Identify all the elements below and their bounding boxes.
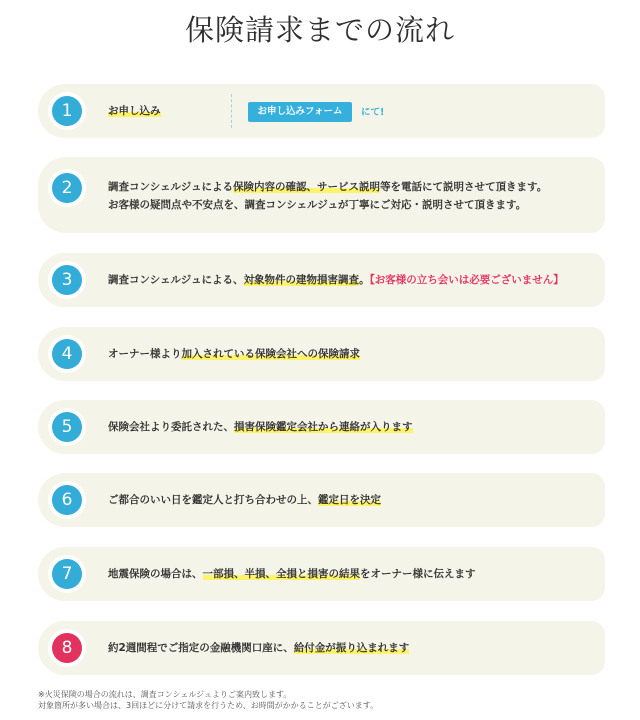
page-title: 保険請求までの流れ	[184, 13, 455, 47]
footnote	[38, 689, 378, 711]
step-6-highlight: 鑑定日を決定	[318, 494, 381, 506]
step-8-text	[108, 639, 591, 657]
step-5-card	[38, 400, 605, 454]
step-3-text	[108, 271, 591, 289]
step-7-text-post: をオーナー様に伝えます	[360, 568, 476, 580]
step-2-text	[108, 178, 591, 214]
step-4-number: 4	[52, 339, 82, 369]
step-4-text-pre: オーナー様より	[108, 348, 182, 360]
step-3-card	[38, 253, 605, 307]
step-6-number: 6	[52, 485, 82, 515]
step-5-text-pre: 保険会社より委託された、	[108, 421, 234, 433]
step-1-card	[38, 84, 605, 138]
step-2-number: 2	[52, 173, 82, 203]
footnote-line-2: 対象箇所が多い場合は、3回ほどに分けて請求を行うため、お時間がかかることがございます。	[38, 701, 379, 710]
step-6-text	[108, 491, 591, 509]
step-2-text-pre: 調査コンシェルジュによる	[108, 181, 234, 193]
application-form-button[interactable]: お申し込みフォーム	[248, 102, 352, 122]
step-2-text-post: 等を電話にて説明させて頂きます。	[380, 181, 548, 193]
step-4-text	[108, 345, 591, 363]
step-5-highlight: 損害保険鑑定会社から連絡が入ります	[234, 421, 413, 433]
step-3-highlight: 対象物件の建物損害調査	[243, 274, 360, 286]
step-1-suffix: にて!	[361, 107, 385, 118]
step-8-highlight: 給付金が振り込まれます	[293, 642, 410, 654]
step-8-number: 8	[52, 633, 82, 663]
step-8-card	[38, 621, 605, 675]
step-3-text-post: 。	[359, 274, 370, 286]
step-3-text-pre: 調査コンシェルジュによる、	[108, 274, 244, 286]
step-2-line-1	[108, 178, 591, 196]
step-6-card	[38, 473, 605, 527]
step-1-label: お申し込み	[108, 105, 161, 117]
step-7-highlight: 一部損、半損、全損と損害の結果	[202, 568, 360, 580]
step-7-text	[108, 565, 591, 583]
step-2-line-2: お客様の疑問点や不安点を、調査コンシェルジュが丁寧にご対応・説明させて頂きます。	[108, 199, 527, 211]
step-6-text-pre: ご都合のいい日を鑑定人と打ち合わせの上、	[108, 494, 318, 506]
step-2-card	[38, 157, 605, 233]
step-4-highlight: 加入されている保険会社への保険請求	[181, 348, 360, 360]
step-3-number: 3	[52, 265, 82, 295]
step-5-number: 5	[52, 412, 82, 442]
step-5-text	[108, 418, 591, 436]
step-2-highlight: 保険内容の確認、サービス説明	[233, 181, 381, 193]
step-7-number: 7	[52, 559, 82, 589]
step-7-text-pre: 地震保険の場合は、	[108, 568, 203, 580]
step-7-card	[38, 547, 605, 601]
step-4-card	[38, 327, 605, 381]
footnote-line-1: ※火災保険の場合の流れは、調査コンシェルジュよりご案内致します。	[38, 690, 292, 699]
step-1-number: 1	[52, 96, 82, 126]
step-8-text-pre: 約2週間程でご指定の金融機関口座に、	[108, 642, 294, 654]
step-3-notice: 【お客様の立ち会いは必要ございません】	[369, 274, 564, 286]
step-1-divider	[231, 94, 232, 128]
